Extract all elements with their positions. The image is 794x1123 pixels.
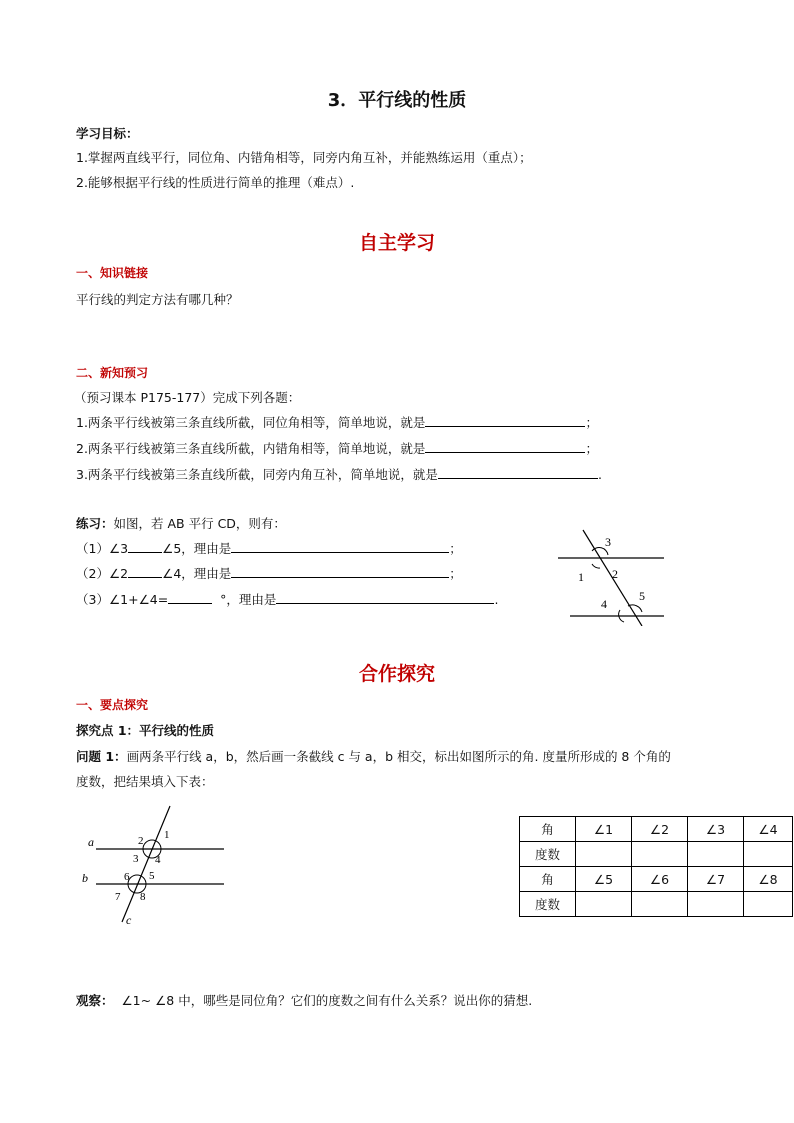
- table-row: [520, 842, 793, 867]
- fig-label: 1: [578, 570, 584, 584]
- table-cell: ∠8: [744, 867, 793, 892]
- answer-blank[interactable]: [128, 565, 162, 578]
- angle-table: [519, 816, 793, 917]
- table-input-cell[interactable]: [576, 842, 632, 867]
- practice-item-1: （1）∠3 ∠5，理由是 ；: [76, 541, 462, 556]
- table-cell: 度数: [520, 842, 576, 867]
- answer-blank[interactable]: [128, 540, 162, 553]
- label-c: c: [126, 913, 132, 927]
- fig-label: 3: [133, 853, 139, 865]
- label-a: a: [88, 835, 94, 849]
- practice-intro-line: 练习：如图，若 AB 平行 CD，则有：: [76, 516, 286, 531]
- table-input-cell[interactable]: [688, 892, 744, 917]
- table-cell: ∠6: [632, 867, 688, 892]
- knowledge-link-question: 平行线的判定方法有哪几种？: [76, 292, 239, 307]
- table-cell: ∠4: [744, 817, 793, 842]
- fig-label: 6: [124, 871, 130, 883]
- key-points-label: 一、要点探究: [76, 698, 149, 712]
- table-cell: ∠3: [688, 817, 744, 842]
- fig-label: 8: [140, 891, 146, 903]
- table-cell: 角: [520, 817, 576, 842]
- fig-label: 3: [605, 535, 611, 549]
- table-row: [520, 867, 793, 892]
- practice-item-3: （3）∠1+∠4= °，理由是 .: [76, 592, 499, 607]
- knowledge-link-label: 一、知识链接: [76, 266, 149, 280]
- angle-arc: [592, 564, 600, 568]
- line-c: [122, 806, 170, 922]
- answer-blank[interactable]: [425, 414, 585, 427]
- fig-label: 7: [115, 891, 121, 903]
- answer-blank[interactable]: [231, 540, 449, 553]
- table-row: [520, 817, 793, 842]
- preview-intro: （预习课本 P175-177）完成下列各题：: [74, 390, 301, 405]
- fig-label: 4: [601, 597, 607, 611]
- table-input-cell[interactable]: [744, 842, 793, 867]
- table-input-cell[interactable]: [632, 892, 688, 917]
- table-input-cell[interactable]: [632, 842, 688, 867]
- table-cell: ∠1: [576, 817, 632, 842]
- table-cell: ∠5: [576, 867, 632, 892]
- practice-figure: [550, 526, 680, 626]
- table-input-cell[interactable]: [688, 842, 744, 867]
- preview-item-1: 1.两条平行线被第三条直线所截，同位角相等，简单地说，就是 ；: [76, 415, 598, 430]
- section-self-study-heading: 自主学习: [358, 232, 435, 254]
- label-b: b: [82, 871, 88, 885]
- problem-1-line-1: 问题 1：画两条平行线 a，b，然后画一条截线 c 与 a，b 相交，标出如图所示的角. 度量所形成的 8 个角的: [76, 749, 671, 764]
- practice-item-2: （2）∠2 ∠4，理由是 ；: [76, 566, 462, 581]
- table-cell: ∠2: [632, 817, 688, 842]
- preview-item-2: 2.两条平行线被第三条直线所截，内错角相等，简单地说，就是 ；: [76, 441, 598, 456]
- answer-blank[interactable]: [425, 440, 585, 453]
- fig-label: 2: [138, 835, 144, 847]
- table-cell: 角: [520, 867, 576, 892]
- fig-label: 5: [639, 589, 645, 603]
- page-title: 3．平行线的性质: [327, 90, 467, 111]
- problem-1-line-2: 度数，把结果填入下表：: [76, 774, 214, 789]
- answer-blank[interactable]: [231, 565, 449, 578]
- fig-label: 2: [612, 567, 618, 581]
- objective-2: 2.能够根据平行线的性质进行简单的推理（难点）.: [76, 175, 355, 190]
- objectives-label: 学习目标：: [76, 126, 139, 141]
- preview-label: 二、新知预习: [76, 366, 149, 380]
- answer-blank[interactable]: [168, 591, 212, 604]
- answer-blank[interactable]: [438, 466, 598, 479]
- objective-1: 1.掌握两直线平行，同位角、内错角相等，同旁内角互补，并能熟练运用（重点）；: [76, 150, 532, 165]
- preview-item-3: 3.两条平行线被第三条直线所截，同旁内角互补，简单地说，就是 .: [76, 467, 602, 482]
- fig-label: 4: [155, 854, 161, 866]
- section-cooperative-heading: 合作探究: [358, 663, 435, 685]
- fig-label: 1: [164, 829, 170, 841]
- table-cell: ∠7: [688, 867, 744, 892]
- explore-point-1: 探究点 1：平行线的性质: [76, 723, 215, 738]
- answer-blank[interactable]: [276, 591, 494, 604]
- fig-label: 5: [149, 870, 155, 882]
- table-input-cell[interactable]: [576, 892, 632, 917]
- observation-line: 观察： ∠1~ ∠8 中，哪些是同位角？它们的度数之间有什么关系？说出你的猜想.: [76, 993, 533, 1008]
- table-row: [520, 892, 793, 917]
- problem-figure: [80, 800, 240, 930]
- table-input-cell[interactable]: [744, 892, 793, 917]
- table-cell: 度数: [520, 892, 576, 917]
